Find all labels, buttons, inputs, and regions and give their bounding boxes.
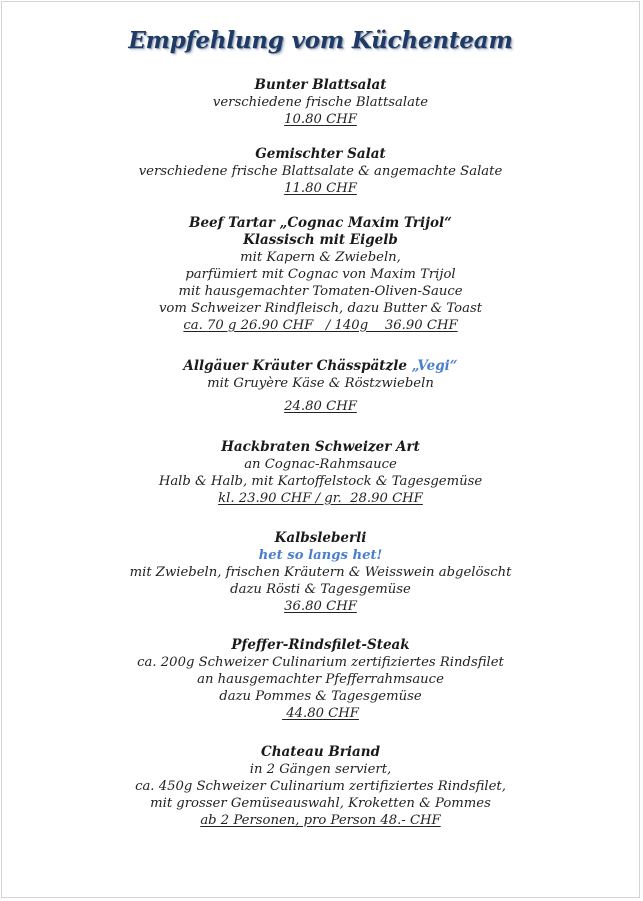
- dish-description: mit grosser Gemüseauswahl, Kroketten & Pommes: [150, 796, 491, 811]
- dish-subtitle: Klassisch mit Eigelb: [243, 232, 398, 248]
- dish-gemischter-salat: [2, 146, 639, 197]
- dish-price: 24.80 CHF: [284, 399, 357, 414]
- dish-name: Kalbsleberli: [274, 530, 367, 546]
- dish-price: 44.80 CHF: [282, 706, 359, 721]
- dish-description: Halb & Halb, mit Kartoffelstock & Tagesgemüse: [158, 474, 483, 489]
- dish-hackbraten: [2, 439, 639, 507]
- dish-price: kl. 23.90 CHF / gr. 28.90 CHF: [218, 491, 423, 506]
- dish-description: mit hausgemachter Tomaten-Oliven-Sauce: [178, 284, 463, 299]
- dish-price: 11.80 CHF: [284, 181, 357, 196]
- dish-name: Gemischter Salat: [255, 146, 386, 162]
- dish-price: 10.80 CHF: [284, 112, 357, 127]
- dish-price: 36.80 CHF: [284, 599, 357, 614]
- dish-description: verschiedene frische Blattsalate & angemachte Salate: [138, 164, 503, 179]
- dish-description: ca. 450g Schweizer Culinarium zertifiziertes Rindsfilet,: [135, 779, 506, 794]
- dish-description: mit Gruyère Käse & Röstzwiebeln: [207, 376, 434, 391]
- dish-description: an Cognac-Rahmsauce: [244, 457, 397, 472]
- dish-name: Hackbraten Schweizer Art: [221, 439, 420, 455]
- dish-description: dazu Rösti & Tagesgemüse: [230, 582, 411, 597]
- dish-name: Allgäuer Kräuter Chässpätzle: [183, 358, 407, 374]
- dish-name: Bunter Blattsalat: [254, 77, 387, 93]
- dish-price: ca. 70 g 26.90 CHF / 140g 36.90 CHF: [183, 318, 458, 333]
- dish-pfeffer-rindsfilet: [2, 637, 639, 722]
- dish-bunter-blattsalat: [2, 77, 639, 128]
- dish-name: Pfeffer-Rindsfilet-Steak: [231, 637, 410, 653]
- dish-name: Beef Tartar „Cognac Maxim Trijol“: [189, 215, 452, 231]
- dish-description: mit Zwiebeln, frischen Kräutern & Weisswein abgelöscht: [129, 565, 512, 580]
- dish-name: Chateau Briand: [260, 744, 381, 760]
- dish-chateau-briand: [2, 744, 639, 829]
- dish-description: mit Kapern & Zwiebeln,: [240, 250, 401, 265]
- dish-description: vom Schweizer Rindfleisch, dazu Butter & Toast: [158, 301, 483, 316]
- dish-beef-tartar: [2, 215, 639, 334]
- dish-tagline: het so langs het!: [258, 548, 383, 563]
- dish-description: verschiedene frische Blattsalate: [212, 95, 429, 110]
- dish-description: dazu Pommes & Tagesgemüse: [219, 689, 422, 704]
- dish-chaesspaetzle: [2, 358, 639, 415]
- vegi-badge: „Vegi“: [411, 358, 458, 374]
- dish-kalbsleberli: [2, 530, 639, 615]
- dish-description: parfümiert mit Cognac von Maxim Trijol: [185, 267, 456, 282]
- menu-page: [1, 1, 640, 898]
- dish-description: an hausgemachter Pfefferrahmsauce: [197, 672, 444, 687]
- dish-description: in 2 Gängen serviert,: [249, 762, 392, 777]
- dish-description: ca. 200g Schweizer Culinarium zertifiziertes Rindsfilet: [137, 655, 504, 670]
- menu-title: Empfehlung vom Küchenteam: [128, 27, 513, 54]
- dish-price: ab 2 Personen, pro Person 48.- CHF: [200, 813, 441, 828]
- menu-content: [2, 24, 639, 847]
- dish-name-row: [2, 358, 639, 375]
